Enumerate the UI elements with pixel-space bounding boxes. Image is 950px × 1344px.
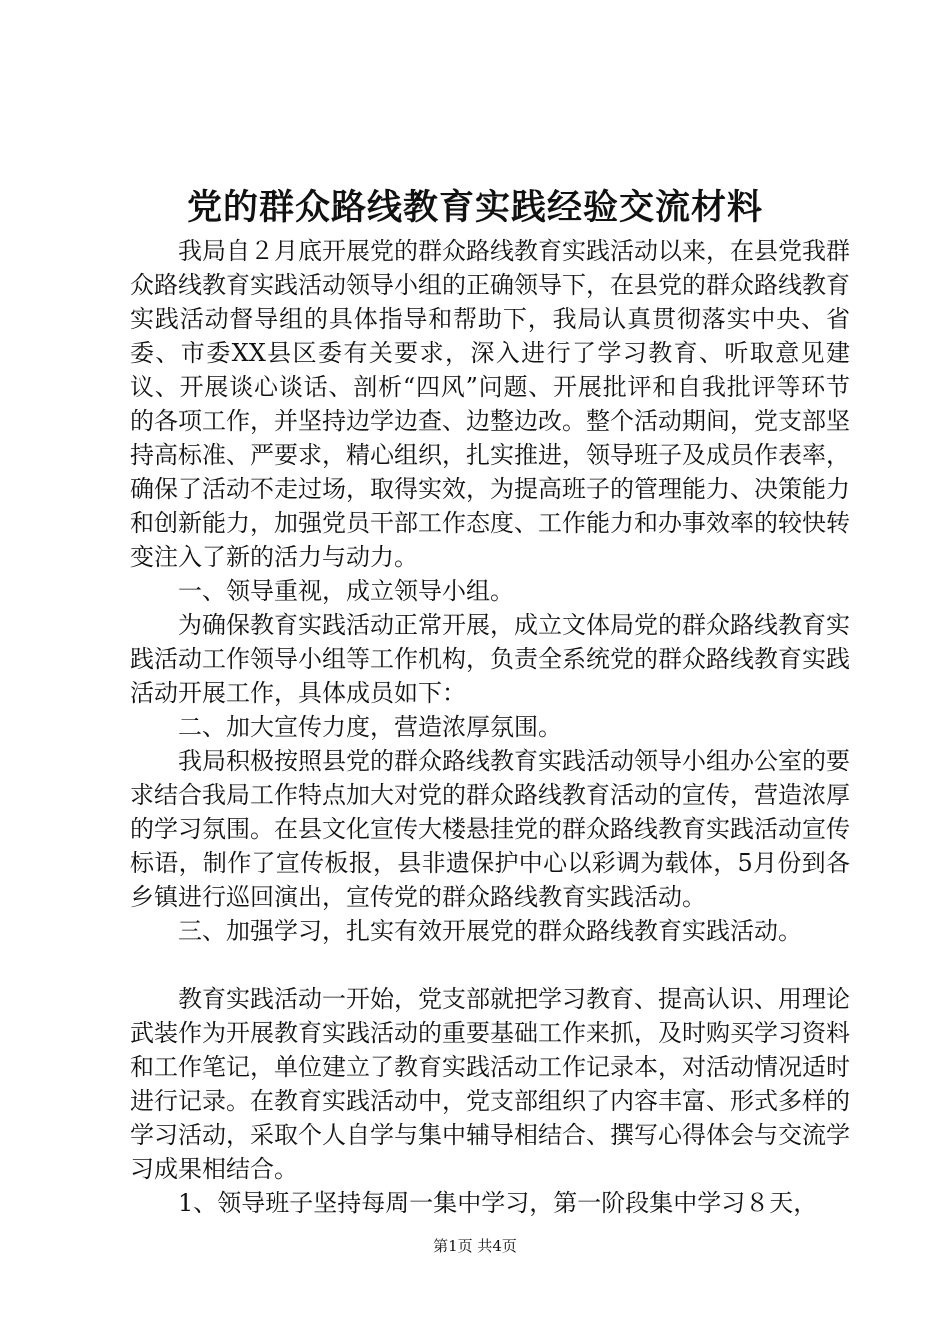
page-number: 第1页 共4页 — [433, 1237, 517, 1255]
paragraph-section-2: 我局积极按照县党的群众路线教育实践活动领导小组办公室的要求结合我局工作特点加大对党的群众路线教育活动的宣传，营造浓厚的学习氛围。在县文化宣传大楼悬挂党的群众路线教育实践活动宣传标语，制作了宣传板报，县非遗保护中心以彩调为载体，5月份到各乡镇进行巡回演出，宣传党的群众路线教育实践活动。 — [130, 747, 850, 911]
section-heading-3: 三、加强学习，扎实有效开展党的群众路线教育实践活动。 — [178, 917, 802, 945]
paragraph-item-1: 1、领导班子坚持每周一集中学习，第一阶段集中学习８天， — [178, 1189, 818, 1217]
document-title: 党的群众路线教育实践经验交流材料 — [186, 187, 763, 228]
section-heading-1: 一、领导重视，成立领导小组。 — [178, 577, 514, 605]
paragraph-intro: 我局自２月底开展党的群众路线教育实践活动以来，在县党我群众路线教育实践活动领导小组的正确领导下，在县党的群众路线教育实践活动督导组的具体指导和帮助下，我局认真贯彻落实中央、省委、市委XX县区委有关要求，深入进行了学习教育、听取意见建议、开展谈心谈话、剖析“四风”问题、开展批评和自我批评等环节的各项工作，并坚持边学边查、边整边改。整个活动期间，党支部坚持高标准、严要求，精心组织，扎实推进，领导班子及成员作表率，确保了活动不走过场，取得实效，为提高班子的管理能力、决策能力和创新能力，加强党员干部工作态度、工作能力和办事效率的较快转变注入了新的活力与动力。 — [130, 237, 850, 571]
blank-line — [130, 948, 850, 982]
paragraph-section-1: 为确保教育实践活动正常开展，成立文体局党的群众路线教育实践活动工作领导小组等工作机构，负责全系统党的群众路线教育实践活动开展工作，具体成员如下： — [130, 611, 850, 707]
section-heading-2: 二、加大宣传力度，营造浓厚氛围。 — [178, 713, 562, 741]
paragraph-section-3: 教育实践活动一开始，党支部就把学习教育、提高认识、用理论武装作为开展教育实践活动的重要基础工作来抓，及时购买学习资料和工作笔记，单位建立了教育实践活动工作记录本，对活动情况适时进行记录。在教育实践活动中，党支部组织了内容丰富、形式多样的学习活动，采取个人自学与集中辅导相结合、撰写心得体会与交流学习成果相结合。 — [130, 985, 850, 1183]
document-body — [130, 234, 850, 1220]
